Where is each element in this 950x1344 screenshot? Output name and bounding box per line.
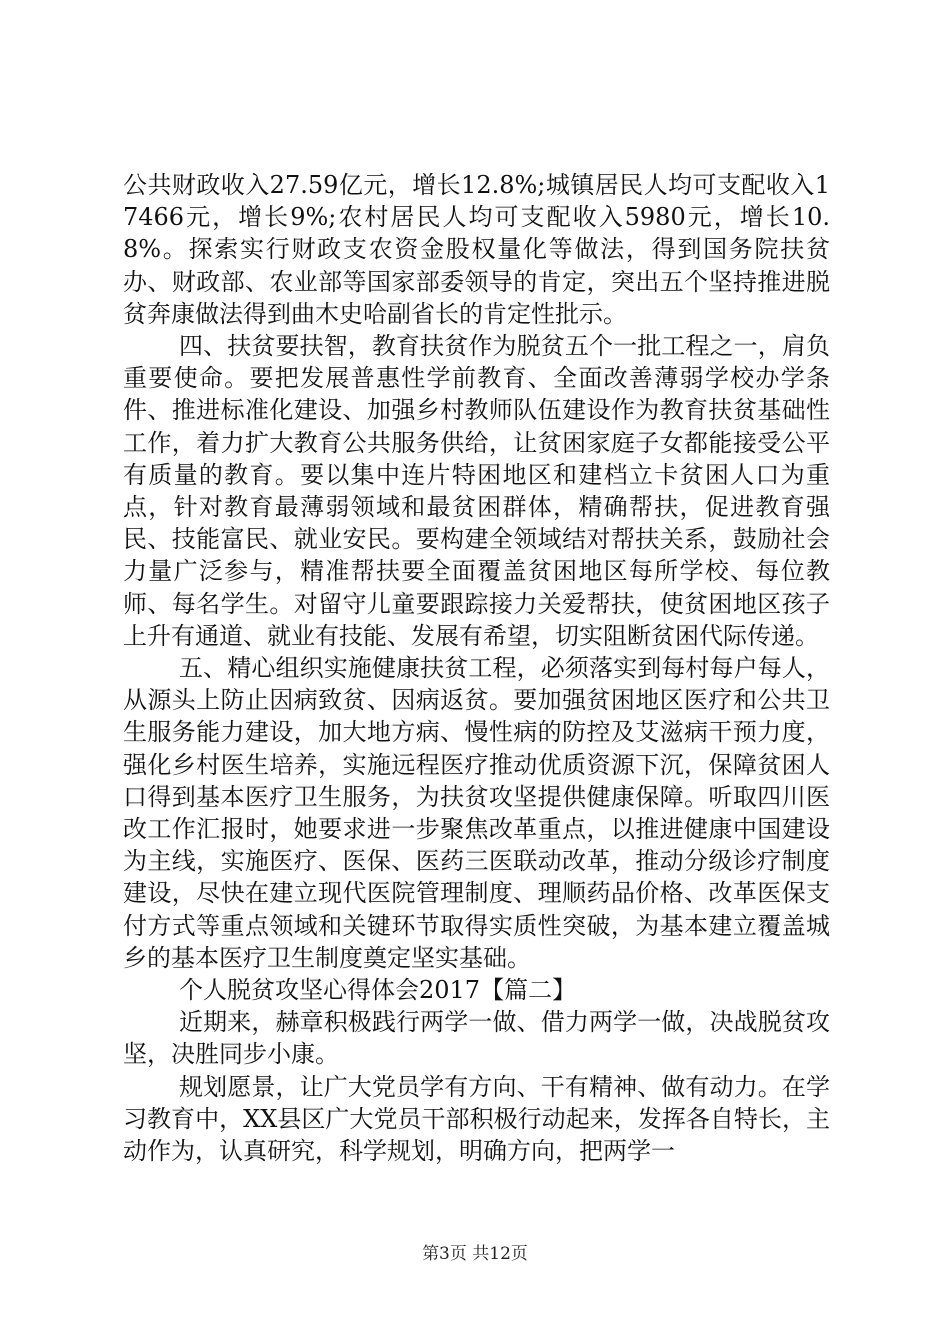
page-footer: 第3页 共12页 xyxy=(422,1244,528,1264)
paragraph-intro: 近期来，赫章积极践行两学一做、借力两学一做，决战脱贫攻坚，决胜同步小康。 xyxy=(123,1008,830,1069)
paragraph-section-five: 五、精心组织实施健康扶贫工程，必须落实到每村每户每人，从源头上防止因病致贫、因病返贫。要加强贫困地区医疗和公共卫生服务能力建设，加大地方病、慢性病的防控及艾滋病干预力度，强化乡村医生培养，实施远程医疗推动优质资源下沉，保障贫困人口得到基本医疗卫生服务，为扶贫攻坚提供健康保障。听取四川医改工作汇报时，她要求进一步聚焦改革重点，以推进健康中国建设为主线，实施医疗、医保、医药三医联动改革，推动分级诊疗制度建设，尽快在建立现代医院管理制度、理顺药品价格、改革医保支付方式等重点领域和关键环节取得实质性突破，为基本建立覆盖城乡的基本医疗卫生制度奠定坚实基础。 xyxy=(123,654,830,972)
article-heading: 个人脱贫攻坚心得体会2017【篇二】 xyxy=(179,976,577,1005)
paragraph-planning: 规划愿景，让广大党员学有方向、干有精神、做有动力。在学习教育中，XX县区广大党员干部积极行动起来，发挥各自特长，主动作为，认真研究，科学规划，明确方向，把两学一 xyxy=(123,1072,830,1166)
document-body xyxy=(123,169,830,1167)
paragraph-section-four: 四、扶贫要扶智，教育扶贫作为脱贫五个一批工程之一，肩负重要使命。要把发展普惠性学前教育、全面改善薄弱学校办学条件、推进标准化建设、加强乡村教师队伍建设作为教育扶贫基础性工作，着力扩大教育公共服务供给，让贫困家庭子女都能接受公平有质量的教育。要以集中连片特困地区和建档立卡贫困人口为重点，针对教育最薄弱领域和最贫困群体，精确帮扶，促进教育强民、技能富民、就业安民。要构建全领域结对帮扶关系，鼓励社会力量广泛参与，精准帮扶要全面覆盖贫困地区每所学校、每位教师、每名学生。对留守儿童要跟踪接力关爱帮扶，使贫困地区孩子上升有通道、就业有技能、发展有希望，切实阻断贫困代际传递。 xyxy=(123,332,830,650)
paragraph-continued: 公共财政收入27.59亿元，增长12.8%;城镇居民人均可支配收入17466元，增长9%;农村居民人均可支配收入5980元，增长10.8%。探索实行财政支农资金股权量化等做法，得到国务院扶贫办、财政部、农业部等国家部委领导的肯定，突出五个坚持推进脱贫奔康做法得到曲木史哈副省长的肯定性批示。 xyxy=(123,171,830,328)
